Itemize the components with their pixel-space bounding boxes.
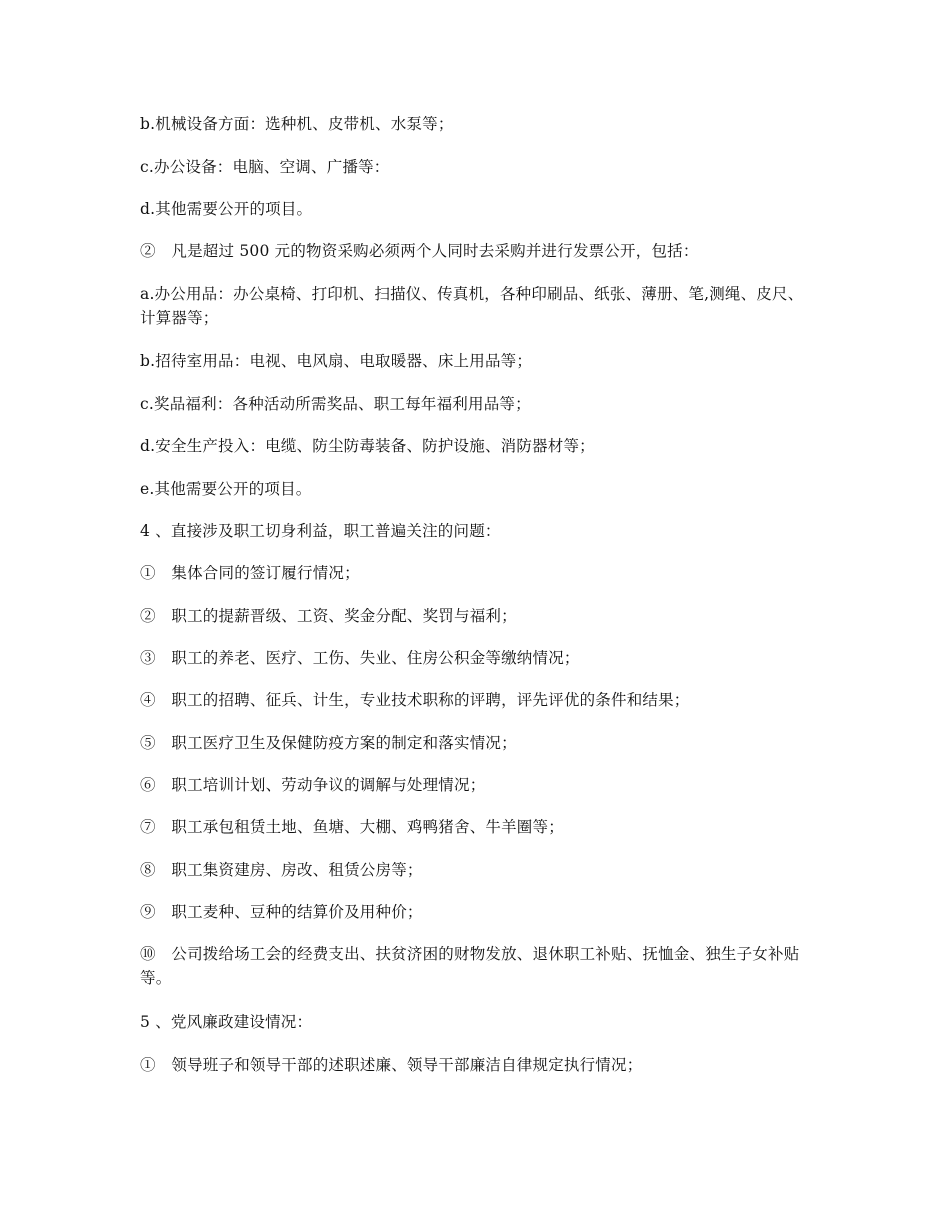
section-heading-5: 5 、党风廉政建设情况： xyxy=(140,1013,313,1031)
paragraph-office-equipment: c.办公设备：电脑、空调、广播等： xyxy=(140,158,390,176)
list-item-7: ⑦ 职工承包租赁土地、鱼塘、大棚、鸡鸭猪舍、牛羊圈等； xyxy=(140,818,564,836)
paragraph-office-supplies: a.办公用品：办公桌椅、打印机、扫描仪、传真机，各种印刷品、纸张、薄册、笔,测绳、皮尺、计算器等； xyxy=(140,285,804,327)
list-item-10: ⑩ 公司拨给场工会的经费支出、扶贫济困的财物发放、退休职工补贴、抚恤金、独生子女补贴等。 xyxy=(140,945,800,987)
list-item-9: ⑨ 职工麦种、豆种的结算价及用种价； xyxy=(140,903,423,921)
paragraph-reception-supplies: b.招待室用品：电视、电风扇、电取暖器、床上用品等； xyxy=(140,352,533,370)
list-item-3: ③ 职工的养老、医疗、工伤、失业、住房公积金等缴纳情况； xyxy=(140,649,580,667)
list-item-1: ① 集体合同的签订履行情况； xyxy=(140,564,360,582)
paragraph-purchase-rule: ② 凡是超过 500 元的物资采购必须两个人同时去采购并进行发票公开，包括： xyxy=(140,242,699,260)
paragraph-other-items-d: d.其他需要公开的项目。 xyxy=(140,200,313,218)
list-item-5: ⑤ 职工医疗卫生及保健防疫方案的制定和落实情况； xyxy=(140,734,517,752)
list-item-8: ⑧ 职工集资建房、房改、租赁公房等； xyxy=(140,861,423,879)
list-item-6: ⑥ 职工培训计划、劳动争议的调解与处理情况； xyxy=(140,776,486,794)
paragraph-safety-investment: d.安全生产投入：电缆、防尘防毒装备、防护设施、消防器材等； xyxy=(140,437,595,455)
paragraph-prizes-welfare: c.奖品福利：各种活动所需奖品、职工每年福利用品等； xyxy=(140,395,531,413)
list-item-2: ② 职工的提薪晋级、工资、奖金分配、奖罚与福利； xyxy=(140,607,517,625)
list-item-4: ④ 职工的招聘、征兵、计生，专业技术职称的评聘，评先评优的条件和结果； xyxy=(140,691,690,709)
paragraph-other-items-e: e.其他需要公开的项目。 xyxy=(140,480,312,498)
paragraph-machinery: b.机械设备方面：选种机、皮带机、水泵等； xyxy=(140,115,454,133)
section-heading-4: 4 、直接涉及职工切身利益，职工普遍关注的问题： xyxy=(140,522,501,540)
list-item-5-1: ① 领导班子和领导干部的述职述廉、领导干部廉洁自律规定执行情况； xyxy=(140,1056,643,1074)
